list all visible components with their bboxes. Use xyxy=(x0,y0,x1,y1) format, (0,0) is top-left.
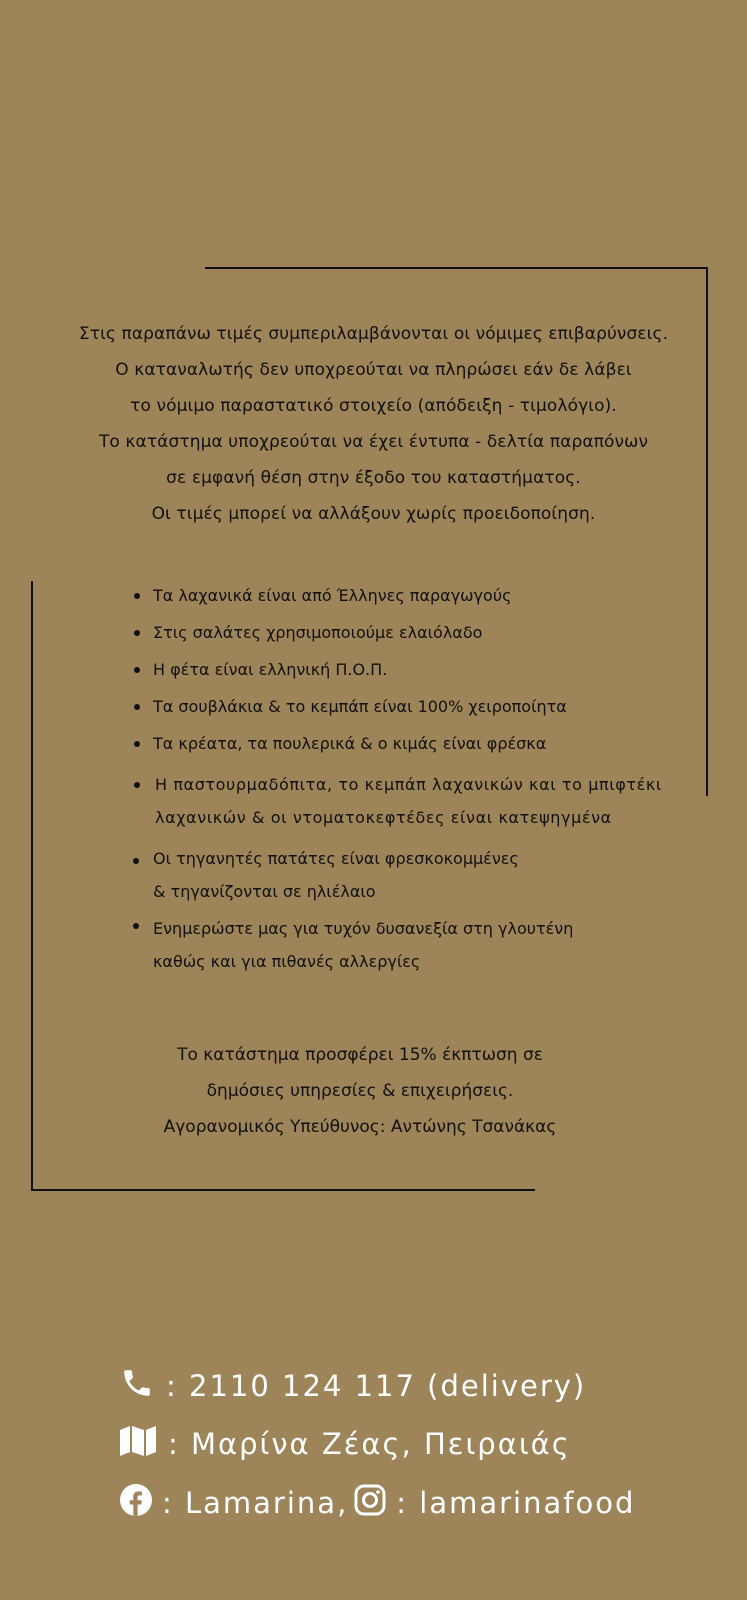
bullet-text: Οι τηγανητές πατάτες είναι φρεσκοκομμένες xyxy=(153,849,519,868)
offer-line: Αγορανομικός Υπεύθυνος: Αντώνης Τσανάκας xyxy=(163,1117,557,1137)
bullet-text: Η παστουρμαδόπιτα, το κεμπάπ λαχανικών και το μπιφτέκι xyxy=(155,775,662,794)
instagram-text: : lamarinafood xyxy=(396,1486,636,1520)
bullet-text: & τηγανίζονται σε ηλιέλαιο xyxy=(153,882,376,901)
bullet-dot xyxy=(134,667,140,673)
list-item xyxy=(155,767,662,803)
list-item xyxy=(153,615,482,651)
bullet-text: λαχανικών & οι ντοματοκεφτέδες είναι κατεψηγμένα xyxy=(155,808,612,827)
bullet-text: Τα σουβλάκια & το κεμπάπ είναι 100% χειροποίητα xyxy=(153,697,567,716)
bullet-text: καθώς και για πιθανές αλλεργίες xyxy=(153,952,421,971)
address-text: : Μαρίνα Ζέας, Πειραιάς xyxy=(168,1427,571,1461)
contact-address[interactable] xyxy=(120,1424,571,1464)
bullet-text: Τα κρέατα, τα πουλερικά & ο κιμάς είναι φρέσκα xyxy=(153,734,547,753)
list-item-continuation xyxy=(153,874,376,910)
list-item-continuation xyxy=(153,944,420,980)
phone-icon xyxy=(120,1366,154,1407)
facebook-icon[interactable] xyxy=(120,1484,152,1523)
map-icon xyxy=(120,1425,156,1464)
list-item xyxy=(153,689,567,725)
offer-notice xyxy=(60,1037,660,1145)
notice-line: Οι τιμές μπορεί να αλλάξουν χωρίς προειδοποίηση. xyxy=(151,504,596,524)
bullet-dot xyxy=(133,923,139,929)
notice-line: Το κατάστημα υποχρεούται να έχει έντυπα - δελτία παραπόνων xyxy=(98,432,649,452)
bullet-dot xyxy=(134,704,140,710)
contact-phone[interactable] xyxy=(120,1366,586,1406)
list-item-continuation xyxy=(155,800,612,836)
frame-bottom-line xyxy=(31,1189,535,1191)
list-item xyxy=(153,652,387,688)
bullet-dot xyxy=(133,858,139,864)
offer-line: Το κατάστημα προσφέρει 15% έκπτωση σε xyxy=(177,1045,543,1065)
list-item xyxy=(153,726,546,762)
bullet-text: Τα λαχανικά είναι από Έλληνες παραγωγούς xyxy=(153,586,512,605)
bullet-dot xyxy=(134,782,140,788)
bullet-dot xyxy=(134,630,140,636)
list-item xyxy=(153,911,573,947)
bullet-text: Ενημερώστε μας για τυχόν δυσανεξία στη γλουτένη xyxy=(153,919,574,938)
bullet-dot xyxy=(134,741,140,747)
notice-line: Ο καταναλωτής δεν υποχρεούται να πληρώσει εάν δε λάβει xyxy=(115,360,632,380)
phone-text: : 2110 124 117 (delivery) xyxy=(166,1369,587,1403)
notice-line: το νόμιμο παραστατικό στοιχείο (απόδειξη - τιμολόγιο). xyxy=(130,396,617,416)
offer-line: δημόσιες υπηρεσίες & επιχειρήσεις. xyxy=(206,1081,514,1101)
bullet-text: Στις σαλάτες χρησιμοποιούμε ελαιόλαδο xyxy=(153,623,483,642)
instagram-icon[interactable] xyxy=(354,1484,386,1523)
list-item xyxy=(153,578,511,614)
notice-line: σε εμφανή θέση στην έξοδο του καταστήματος. xyxy=(166,468,581,488)
facebook-text: : Lamarina, xyxy=(162,1486,349,1520)
notice-line: Στις παραπάνω τιμές συμπεριλαμβάνονται οι νόμιμες επιβαρύνσεις. xyxy=(78,324,669,344)
list-item xyxy=(153,841,519,877)
bullet-text: Η φέτα είναι ελληνική Π.Ο.Π. xyxy=(153,660,388,679)
contact-social[interactable] xyxy=(120,1483,635,1523)
bullet-dot xyxy=(134,593,140,599)
